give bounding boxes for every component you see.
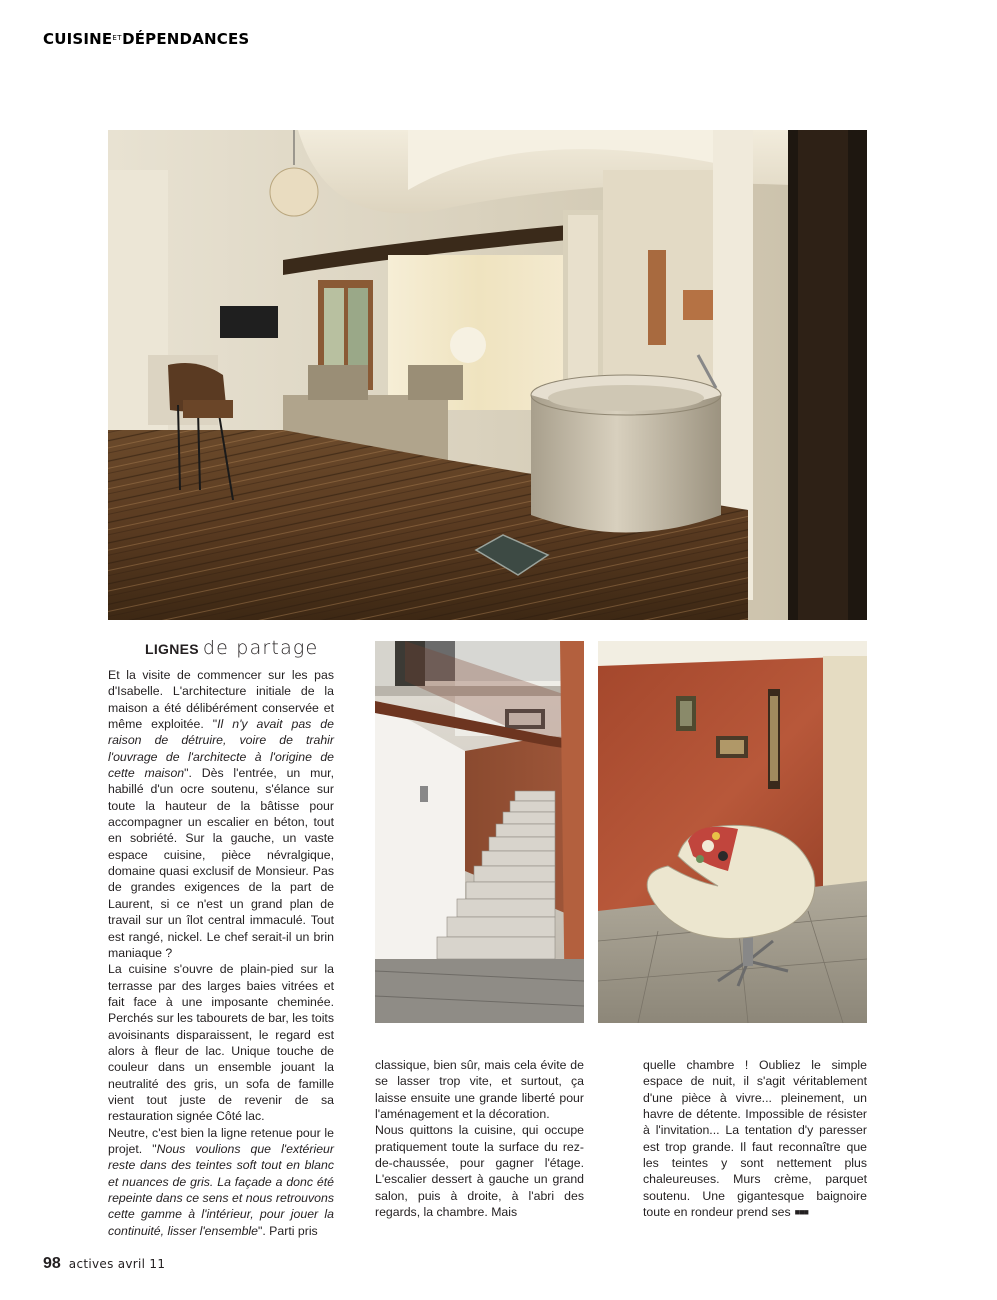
- quote: Il n'y avait pas de raison de détruire, voire de trahir l'ouvrage de l'architecte à l'origine de cette maison: [108, 717, 334, 781]
- paragraph: La cuisine s'ouvre de plain-pied sur la terrasse par des larges baies vitrées et fait face à une imposante cheminée. Perchés sur les tabourets de bar, les toits avoisinants disparaissent, le regard est alors à fleur de lac. Unique touche de couleur dans un ensemble jouant la neutralité des gris, un sofa de famille vient tout juste de revenir de sa restauration signée Côté lac.: [108, 962, 334, 1124]
- article-column-2: [375, 1057, 584, 1220]
- continuation-mark: ■■■: [794, 1207, 808, 1218]
- text-run: ". Parti pris: [257, 1223, 318, 1238]
- section-heading: [145, 637, 318, 659]
- page-footer: [43, 1255, 165, 1273]
- section-heading-script: de partage: [202, 637, 319, 659]
- quote: Nous voulions que l'extérieur reste dans des teintes soft tout en blanc et nuances de gris. La façade a donc été repeinte dans ce sens et nous retrouvons cette gamme à l'intérieur, pour jouer la continuité, lisser l'ensemble: [108, 1141, 334, 1238]
- article-column-1: [108, 667, 334, 1239]
- staircase-photo: [375, 641, 584, 1023]
- paragraph: [643, 1057, 867, 1220]
- bathroom-photo: [108, 130, 867, 620]
- armchair-photo: [598, 641, 867, 1023]
- paragraph: classique, bien sûr, mais cela évite de se lasser trop vite, et surtout, ça laisse ensuite une grande liberté pour l'aménagement et la décoration.: [375, 1058, 584, 1122]
- text-run: Neutre, c'est bien la ligne retenue pour le projet. ": [108, 1125, 334, 1156]
- section-heading-caps: LIGNES: [145, 641, 199, 657]
- page-number: 98: [43, 1255, 61, 1272]
- paragraph: [108, 1125, 334, 1239]
- rubric-main: CUISINE: [43, 30, 113, 48]
- paragraph: [108, 667, 334, 961]
- rubric-small: ET: [112, 34, 123, 42]
- magazine-issue: actives avril 11: [68, 1257, 166, 1271]
- text-run: quelle chambre ! Oubliez le simple espace de nuit, il s'agit véritablement d'une pièce à vivre... pleinement, un havre de détente. Impossible de résister à l'invitation... La tentation d'y paresser est trop grande. Il faut reconnaître que les teintes y sont nettement plus chaleureuses. Murs crème, parquet soutenu. Une gigantesque baignoire toute en rondeur prend ses: [643, 1058, 867, 1220]
- text-run: ". Dès l'entrée, un mur, habillé d'un ocre soutenu, s'élance sur toute la hauteur de la bâtisse pour accompagner un escalier en béton, tout en sobriété. Sur la gauche, un vaste espace cuisine, pièce névralgique, domaine quasi exclusif de Monsieur. Pas de grandes exigences de la part de Laurent, si ce n'est un grand plan de travail sur un îlot central immaculé. Tout est rangé, nickel. Le chef serait-il un brin maniaque ?: [108, 766, 334, 960]
- paragraph: Nous quittons la cuisine, qui occupe pratiquement toute la surface du rez-de-chaussée, pour gagner l'étage. L'escalier dessert à gauche un grand salon, puis à droite, à l'abri des regards, la chambre. Mais: [375, 1123, 584, 1220]
- rubric-end: DÉPENDANCES: [122, 30, 250, 48]
- text-run: Et la visite de commencer sur les pas d'Isabelle. L'architecture initiale de la maison a été délibérément conservée et même exploitée. ": [108, 668, 334, 732]
- section-rubric: [43, 30, 249, 48]
- article-column-3: [643, 1057, 867, 1220]
